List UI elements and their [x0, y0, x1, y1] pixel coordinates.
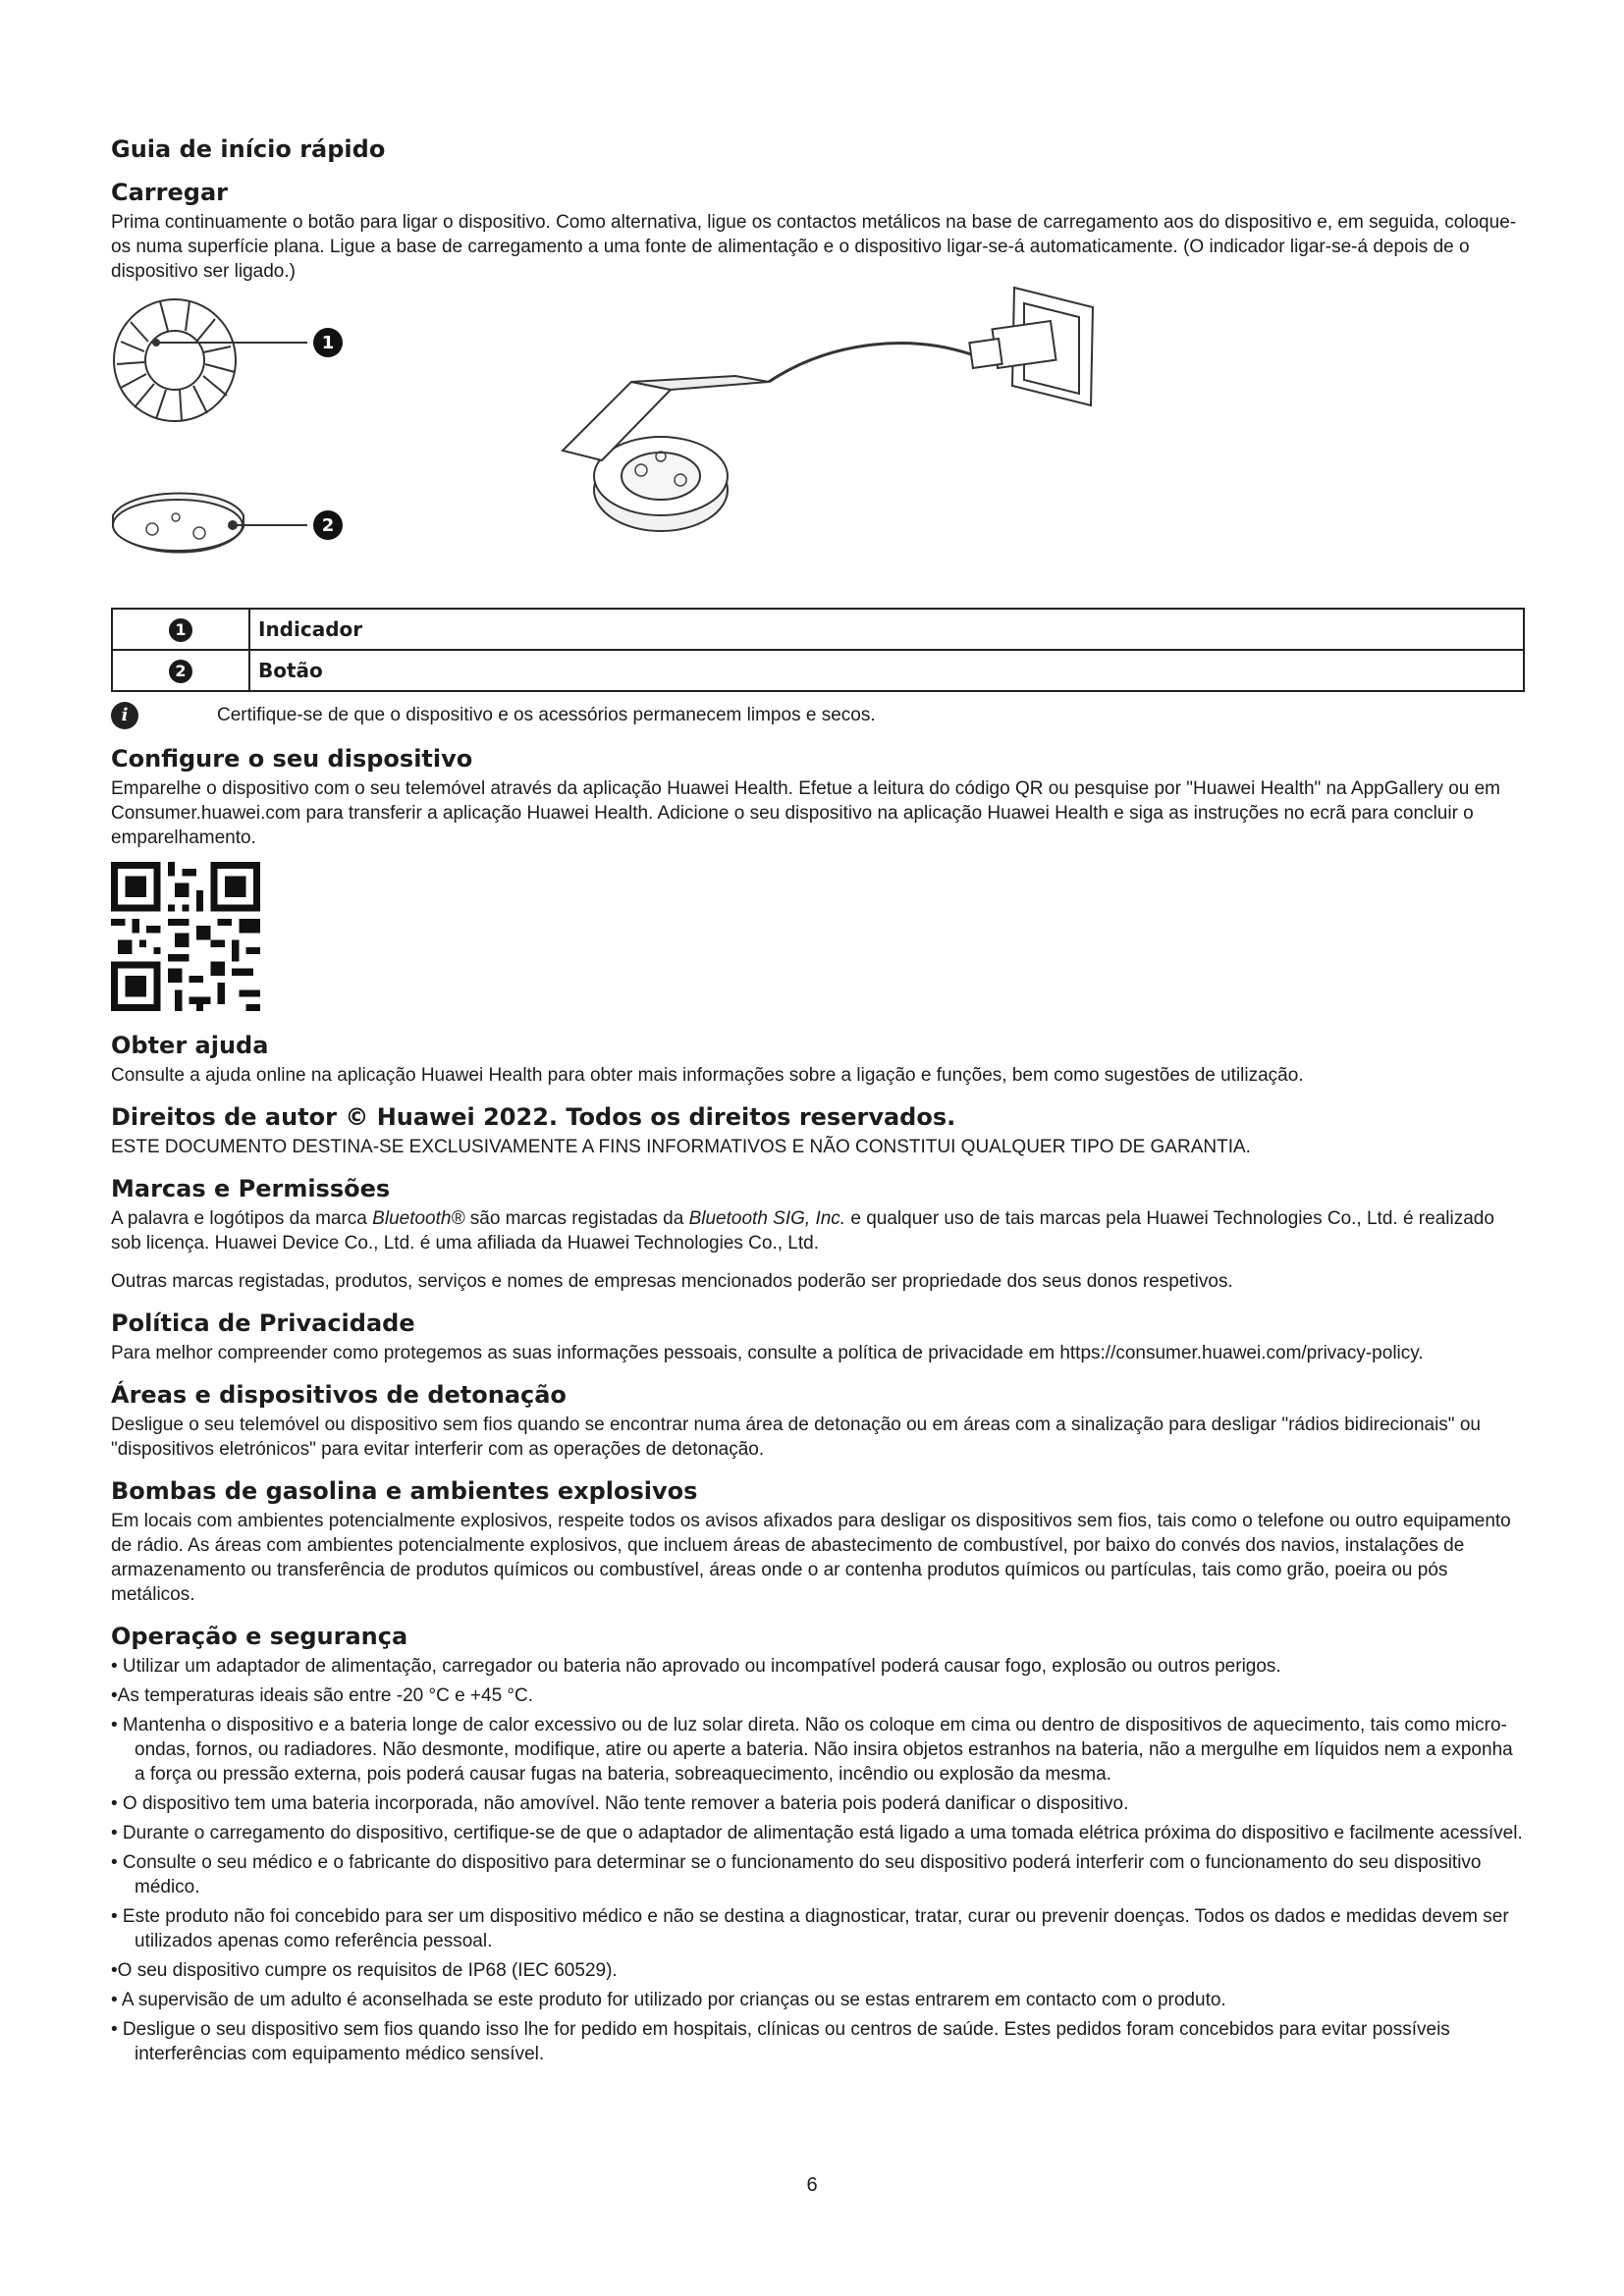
table-row: [112, 609, 1524, 650]
list-item: •As temperaturas ideais são entre -20 °C e +45 °C.: [111, 1685, 534, 1706]
info-icon: i: [111, 702, 138, 729]
qr-code: [111, 862, 260, 1011]
part-number: 2: [112, 650, 249, 691]
part-label: Botão: [249, 650, 1524, 691]
document-title: Guia de início rápido: [111, 135, 386, 163]
device-top-view-figure: [111, 297, 406, 435]
device-side-view-figure: [111, 486, 406, 604]
list-item: •O seu dispositivo cumpre os requisitos de IP68 (IEC 60529).: [111, 1960, 618, 1981]
list-item: • O dispositivo tem uma bateria incorporada, não amovível. Não tente remover a bateria pois poderá danificar o dispositivo.: [111, 1793, 1129, 1814]
charge-text: Prima continuamente o botão para ligar o dispositivo. Como alternativa, ligue os contactos metálicos na base de carregamento aos do dispositivo e, em seguida, coloque-os numa superfície plana. Ligue a base de carregamento a uma fonte de alimentação e o dispositivo ligar-se-á automaticamente. (O indicador ligar-se-á depois de o dispositivo ser ligado.): [111, 212, 1517, 282]
setup-heading: Configure o seu dispositivo: [111, 745, 473, 773]
privacy-heading: Política de Privacidade: [111, 1309, 415, 1337]
list-item: • Mantenha o dispositivo e a bateria longe de calor excessivo ou de luz solar direta. Não os coloque em cima ou dentro de dispositivos de aquecimento, tais como micro-ondas, fornos, ou radiadores. Não desmonte, modifique, atire ou aperte a bateria. Não insira objetos estranhos na bateria, não a mergulhe em líquidos nem a exponha a força ou pressão externa, pois poderá causar fugas na bateria, sobreaquecimento, incêndio ou explosão da mesma.: [111, 1715, 1513, 1785]
page-number: 6: [806, 2174, 818, 2196]
charge-heading: Carregar: [111, 179, 228, 206]
help-heading: Obter ajuda: [111, 1032, 269, 1059]
table-row: [112, 650, 1524, 691]
trademarks-other-text: Outras marcas registadas, produtos, serviços e nomes de empresas mencionados poderão ser propriedade dos seus donos respetivos.: [111, 1271, 1233, 1292]
note-text: Certifique-se de que o dispositivo e os acessórios permanecem limpos e secos.: [217, 705, 876, 725]
list-item: • Desligue o seu dispositivo sem fios quando isso lhe for pedido em hospitais, clínicas ou centros de saúde. Estes pedidos foram concebidos para evitar possíveis interferências com equipamento médico sensível.: [111, 2019, 1450, 2064]
setup-text: Emparelhe o dispositivo com o seu telemóvel através da aplicação Huawei Health. Efetue a leitura do código QR ou pesquise por "Huawei Health" na AppGallery ou em Consumer.huawei.com para transferir a aplicação Huawei Health. Adicione o seu dispositivo na aplicação Huawei Health e siga as instruções no ecrã para concluir o emparelhamento.: [111, 778, 1500, 848]
copyright-heading: Direitos de autor © Huawei 2022. Todos os direitos reservados.: [111, 1103, 956, 1131]
operation-heading: Operação e segurança: [111, 1623, 408, 1650]
copyright-text: ESTE DOCUMENTO DESTINA-SE EXCLUSIVAMENTE A FINS INFORMATIVOS E NÃO CONSTITUI QUALQUER TIPO DE GARANTIA.: [111, 1137, 1251, 1157]
document-page: [111, 135, 1525, 2071]
part-label: Indicador: [249, 609, 1524, 650]
callout-1: 1: [321, 333, 335, 353]
list-item: • Durante o carregamento do dispositivo, certifique-se de que o adaptador de alimentação está ligado a uma tomada elétrica próxima do dispositivo e facilmente acessível.: [111, 1823, 1523, 1843]
blasting-text: Desligue o seu telemóvel ou dispositivo sem fios quando se encontrar numa área de detonação ou em áreas com a sinalização para desligar "rádios bidirecionais" ou "dispositivos eletrónicos" para evitar interferir com as operações de detonação.: [111, 1415, 1481, 1460]
callout-2: 2: [321, 515, 335, 536]
operation-list: [111, 1654, 1525, 2066]
help-text: Consulte a ajuda online na aplicação Huawei Health para obter mais informações sobre a ligação e funções, bem como sugestões de utilização.: [111, 1065, 1304, 1086]
trademarks-heading: Marcas e Permissões: [111, 1175, 391, 1202]
list-item: • A supervisão de um adulto é aconselhada se este produto for utilizado por crianças ou se estas entrarem em contacto com o produto.: [111, 1990, 1226, 2010]
part-number: 1: [112, 609, 249, 650]
trademarks-text: A palavra e logótipos da marca Bluetooth® são marcas registadas da Bluetooth SIG, Inc. e qualquer uso de tais marcas pela Huawei Technologies Co., Ltd. é realizado sob licença. Huawei Device Co., Ltd. é uma afiliada da Huawei Technologies Co., Ltd.: [111, 1208, 1494, 1254]
blasting-heading: Áreas e dispositivos de detonação: [111, 1381, 567, 1409]
note-block: [111, 702, 1525, 729]
parts-table: [111, 608, 1525, 692]
charging-cradle-figure: [533, 284, 1122, 608]
privacy-text: Para melhor compreender como protegemos as suas informações pessoais, consulte a política de privacidade em https://consumer.huawei.com/privacy-policy.: [111, 1343, 1424, 1363]
fuel-text: Em locais com ambientes potencialmente explosivos, respeite todos os avisos afixados para desligar os dispositivos sem fios, tais como o telefone ou outro equipamento de rádio. As áreas com ambientes potencialmente explosivos, que incluem áreas de abastecimento de combustível, por baixo do convés dos navios, instalações de armazenamento ou transferência de produtos químicos ou combustível, áreas onde o ar contenha produtos químicos ou partículas, tais como grão, poeira ou pós metálicos.: [111, 1511, 1511, 1605]
fuel-heading: Bombas de gasolina e ambientes explosivos: [111, 1477, 698, 1505]
list-item: • Utilizar um adaptador de alimentação, carregador ou bateria não aprovado ou incompatível poderá causar fogo, explosão ou outros perigos.: [111, 1656, 1281, 1677]
list-item: • Consulte o seu médico e o fabricante do dispositivo para determinar se o funcionamento do seu dispositivo poderá interferir com o funcionamento do seu dispositivo médico.: [111, 1852, 1482, 1897]
device-illustrations: [111, 290, 1525, 602]
list-item: • Este produto não foi concebido para ser um dispositivo médico e não se destina a diagnosticar, tratar, curar ou prevenir doenças. Todos os dados e medidas devem ser utilizados apenas como referência pessoal.: [111, 1906, 1509, 1951]
